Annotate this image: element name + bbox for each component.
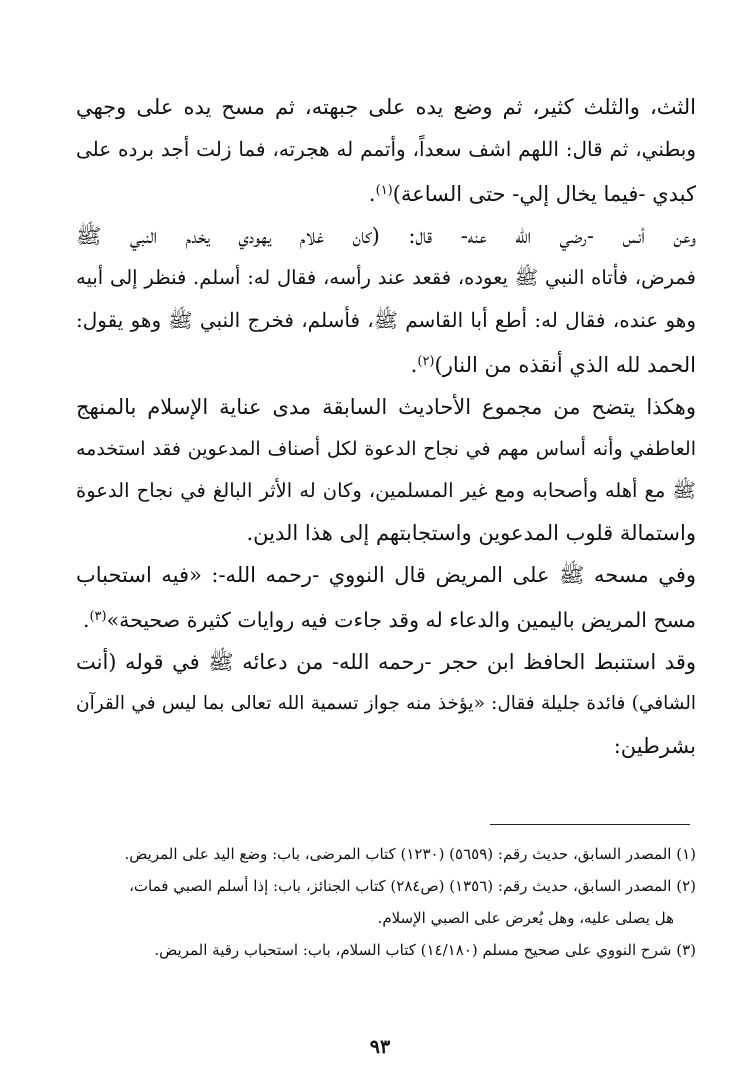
paragraph-5 <box>76 641 696 767</box>
text-line: ﷺ مع أهله وأصحابه ومع غير المسلمين، وكان له الأثر البالغ في نجاح الدعوة <box>76 479 696 502</box>
sentence-end: . <box>368 182 376 206</box>
footnote-divider <box>490 824 690 825</box>
paragraph-1 <box>76 86 696 215</box>
text-line: وقد استنبط الحافظ ابن حجر -رحمه الله- من دعائه ﷺ في قوله (أنت <box>76 650 696 674</box>
footnote-ref: (٣) <box>89 609 107 624</box>
paragraph-4 <box>76 554 696 641</box>
page-number: ٩٣ <box>369 1036 391 1058</box>
text-line: فمرض، فأتاه النبي ﷺ يعوده، فقعد عند رأسه، فقال له: أسلم. فنظر إلى أبيه <box>76 266 696 289</box>
text-line: الشافي) فائدة جليلة فقال: «يؤخذ منه جواز تسمية الله تعالى بما ليس في القرآن <box>76 693 696 714</box>
text-line: واستمالة قلوب المدعوين واستجابتهم إلى هذا الدين. <box>246 521 696 545</box>
text-line-content: كبدي -فيما يخال إلي- حتى الساعة) <box>392 182 696 206</box>
main-text <box>76 86 696 767</box>
text-line: وهكذا يتضح من مجموع الأحاديث السابقة مدى عناية الإسلام بالمنهج <box>76 395 696 419</box>
text-line: وهو عنده، فقال له: أطع أبا القاسم ﷺ، فأسلم، فخرج النبي ﷺ وهو يقول: <box>76 308 696 332</box>
text-line-content: مسح المريض باليمين والدعاء له وقد جاءت فيه روايات كثيرة صحيحة» <box>106 608 696 632</box>
footnote-ref: (٢) <box>417 354 435 369</box>
footnote-ref: (١) <box>375 183 393 198</box>
text-line <box>76 341 696 386</box>
text-line: وعن أنس -رضي الله عنه- قال: (كان غلام يهودي يخدم النبي ﷺ <box>76 224 696 248</box>
text-line: بشرطين: <box>613 734 696 758</box>
paragraph-2 <box>76 215 696 386</box>
sentence-end: . <box>82 608 90 632</box>
footnote-1: (١) المصدر السابق، حديث رقم: (٥٦٥٩) (١٢٣٠) كتاب المرضى، باب: وضع اليد على المريض. <box>124 845 696 863</box>
footnote-2: (٢) المصدر السابق، حديث رقم: (١٣٥٦) (ص٢٨٤) كتاب الجنائز، باب: إذا أسلم الصبي فمات، <box>129 877 696 895</box>
sentence-end: . <box>410 353 418 377</box>
footnote-3: (٣) شرح النووي على صحيح مسلم (١٤/١٨٠) كتاب السلام، باب: استحباب رقية المريض. <box>154 941 696 959</box>
footnote-2-continued: هل يصلى عليه، وهل يُعرض على الصبي الإسلام. <box>377 909 674 927</box>
paragraph-3 <box>76 386 696 554</box>
text-line: الثث، والثلث كثير، ثم وضع يده على جبهته، ثم مسح يده على وجهي <box>76 95 696 119</box>
footnotes <box>76 838 696 966</box>
text-line: العاطفي وأنه أساس مهم في نجاح الدعوة لكل أصناف المدعوين فقد استخدمه <box>76 438 696 460</box>
text-line <box>76 170 696 215</box>
text-line <box>76 596 696 641</box>
text-line: وفي مسحه ﷺ على المريض قال النووي -رحمه الله-: «فيه استحباب <box>76 563 696 587</box>
text-line: وبطني، ثم قال: اللهم اشف سعداً، وأتمم له هجرته، فما زلت أجد برده على <box>76 137 696 161</box>
text-line-content: الحمد لله الذي أنقذه من النار) <box>434 353 696 377</box>
